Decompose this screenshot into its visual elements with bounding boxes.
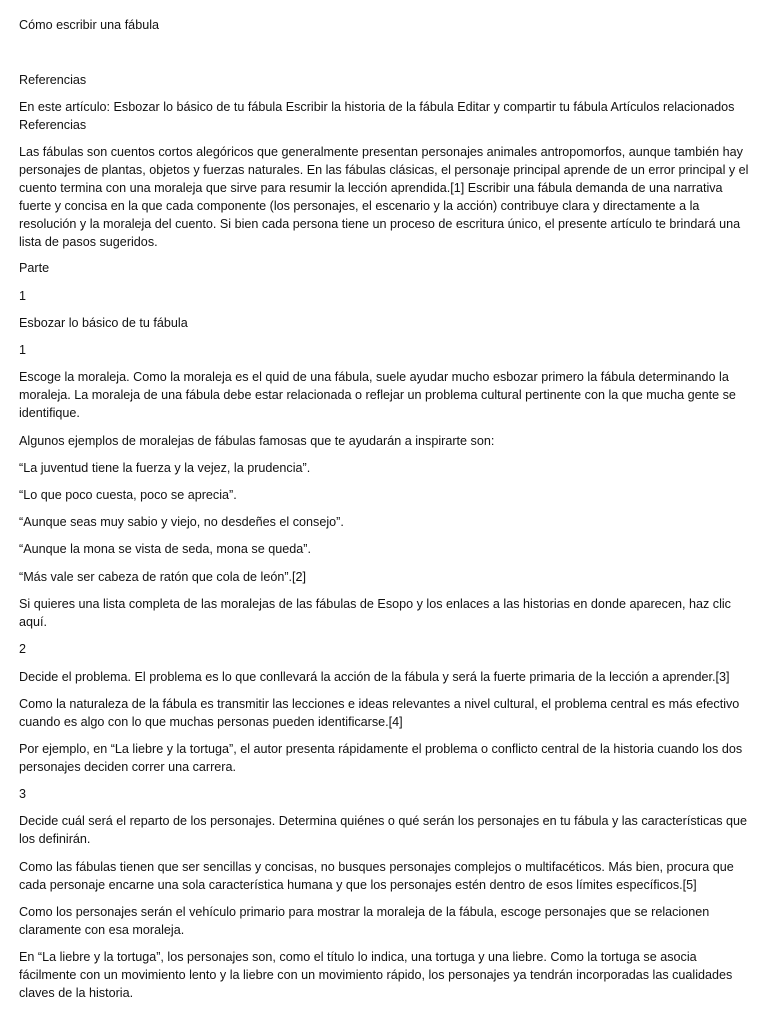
examples-intro: Algunos ejemplos de moralejas de fábulas famosas que te ayudarán a inspirarte son: bbox=[19, 434, 495, 448]
moral-example-2: “Lo que poco cuesta, poco se aprecia”. bbox=[19, 488, 237, 502]
document-page bbox=[19, 0, 751, 1024]
moral-example-4: “Aunque la mona se vista de seda, mona se queda”. bbox=[19, 542, 311, 556]
intro-paragraph: Las fábulas son cuentos cortos alegóricos que generalmente presentan personajes animales antropomorfos, aunque también hay personajes de plantas, objetos y fuerzas naturales. En las fábulas clásicas, el personaje principal aprende de un error principal y el cuento termina con una moraleja que sirve para resumir la lección aprendida.[1] Escribir una fábula demanda de una narrativa fuerte y concisa en la que cada componente (los personajes, el escenario y la acción) contribuye clara y directamente a la resolución y la moraleja del cuento. Si bien cada persona tiene un proceso de escritura único, el presente artículo te brindará una lista de pasos sugeridos. bbox=[19, 145, 749, 249]
step-2-paragraph-1: Como la naturaleza de la fábula es transmitir las lecciones e ideas relevantes a nivel cultural, el problema central es más efectivo cuando es algo con lo que muchas personas pueden identificarse.[4] bbox=[19, 697, 740, 729]
step-2-number: 2 bbox=[19, 642, 27, 656]
moral-example-5: “Más vale ser cabeza de ratón que cola de león”.[2] bbox=[19, 570, 307, 584]
step-2-text: Decide el problema. El problema es lo que conllevará la acción de la fábula y será la fuerte primaria de la lección a aprender.[3] bbox=[19, 670, 730, 684]
step-1-number: 1 bbox=[19, 343, 27, 357]
moral-example-3: “Aunque seas muy sabio y viejo, no desdeñes el consejo”. bbox=[19, 515, 344, 529]
step-3-paragraph-2: Como los personajes serán el vehículo primario para mostrar la moraleja de la fábula, escoge personajes que se relacionen claramente con esa moraleja. bbox=[19, 905, 710, 937]
step-3-text: Decide cuál será el reparto de los personajes. Determina quiénes o qué serán los personajes en tu fábula y las características que los definirán. bbox=[19, 814, 748, 846]
references-heading: Referencias bbox=[19, 73, 87, 87]
step-3-number: 3 bbox=[19, 787, 27, 801]
step-2-paragraph-2: Por ejemplo, en “La liebre y la tortuga”, el autor presenta rápidamente el problema o conflicto central de la historia cuando los dos personajes deciden correr una carrera. bbox=[19, 742, 743, 774]
part-label: Parte bbox=[19, 261, 50, 275]
table-of-contents: En este artículo: Esbozar lo básico de tu fábula Escribir la historia de la fábula Editar y compartir tu fábula Artículos relacionados Referencias bbox=[19, 100, 735, 132]
part-number: 1 bbox=[19, 289, 27, 303]
step-3-paragraph-1: Como las fábulas tienen que ser sencillas y concisas, no busques personajes complejos o multifacéticos. Más bien, procura que cada personaje encarne una sola característica humana y que los personajes estén dentro de esos límites específicos.[5] bbox=[19, 860, 734, 892]
moral-example-1: “La juventud tiene la fuerza y la vejez, la prudencia”. bbox=[19, 461, 311, 475]
part-title: Esbozar lo básico de tu fábula bbox=[19, 316, 188, 330]
document-title: Cómo escribir una fábula bbox=[19, 18, 160, 32]
step-3-paragraph-3: En “La liebre y la tortuga”, los personajes son, como el título lo indica, una tortuga y una liebre. Como la tortuga se asocia fácilmente con un movimiento lento y la liebre con un movimiento rápido, los personajes ya tendrán incorporadas las cualidades claves de la historia. bbox=[19, 950, 733, 1000]
esopo-link-paragraph: Si quieres una lista completa de las moralejas de las fábulas de Esopo y los enlaces a las historias en donde aparecen, haz clic aquí. bbox=[19, 597, 731, 629]
step-1-text: Escoge la moraleja. Como la moraleja es el quid de una fábula, suele ayudar mucho esbozar primero la fábula determinando la moraleja. La moraleja de una fábula debe estar relacionada o reflejar un problema cultural pertinente con la que mucha gente se identifique. bbox=[19, 370, 736, 420]
